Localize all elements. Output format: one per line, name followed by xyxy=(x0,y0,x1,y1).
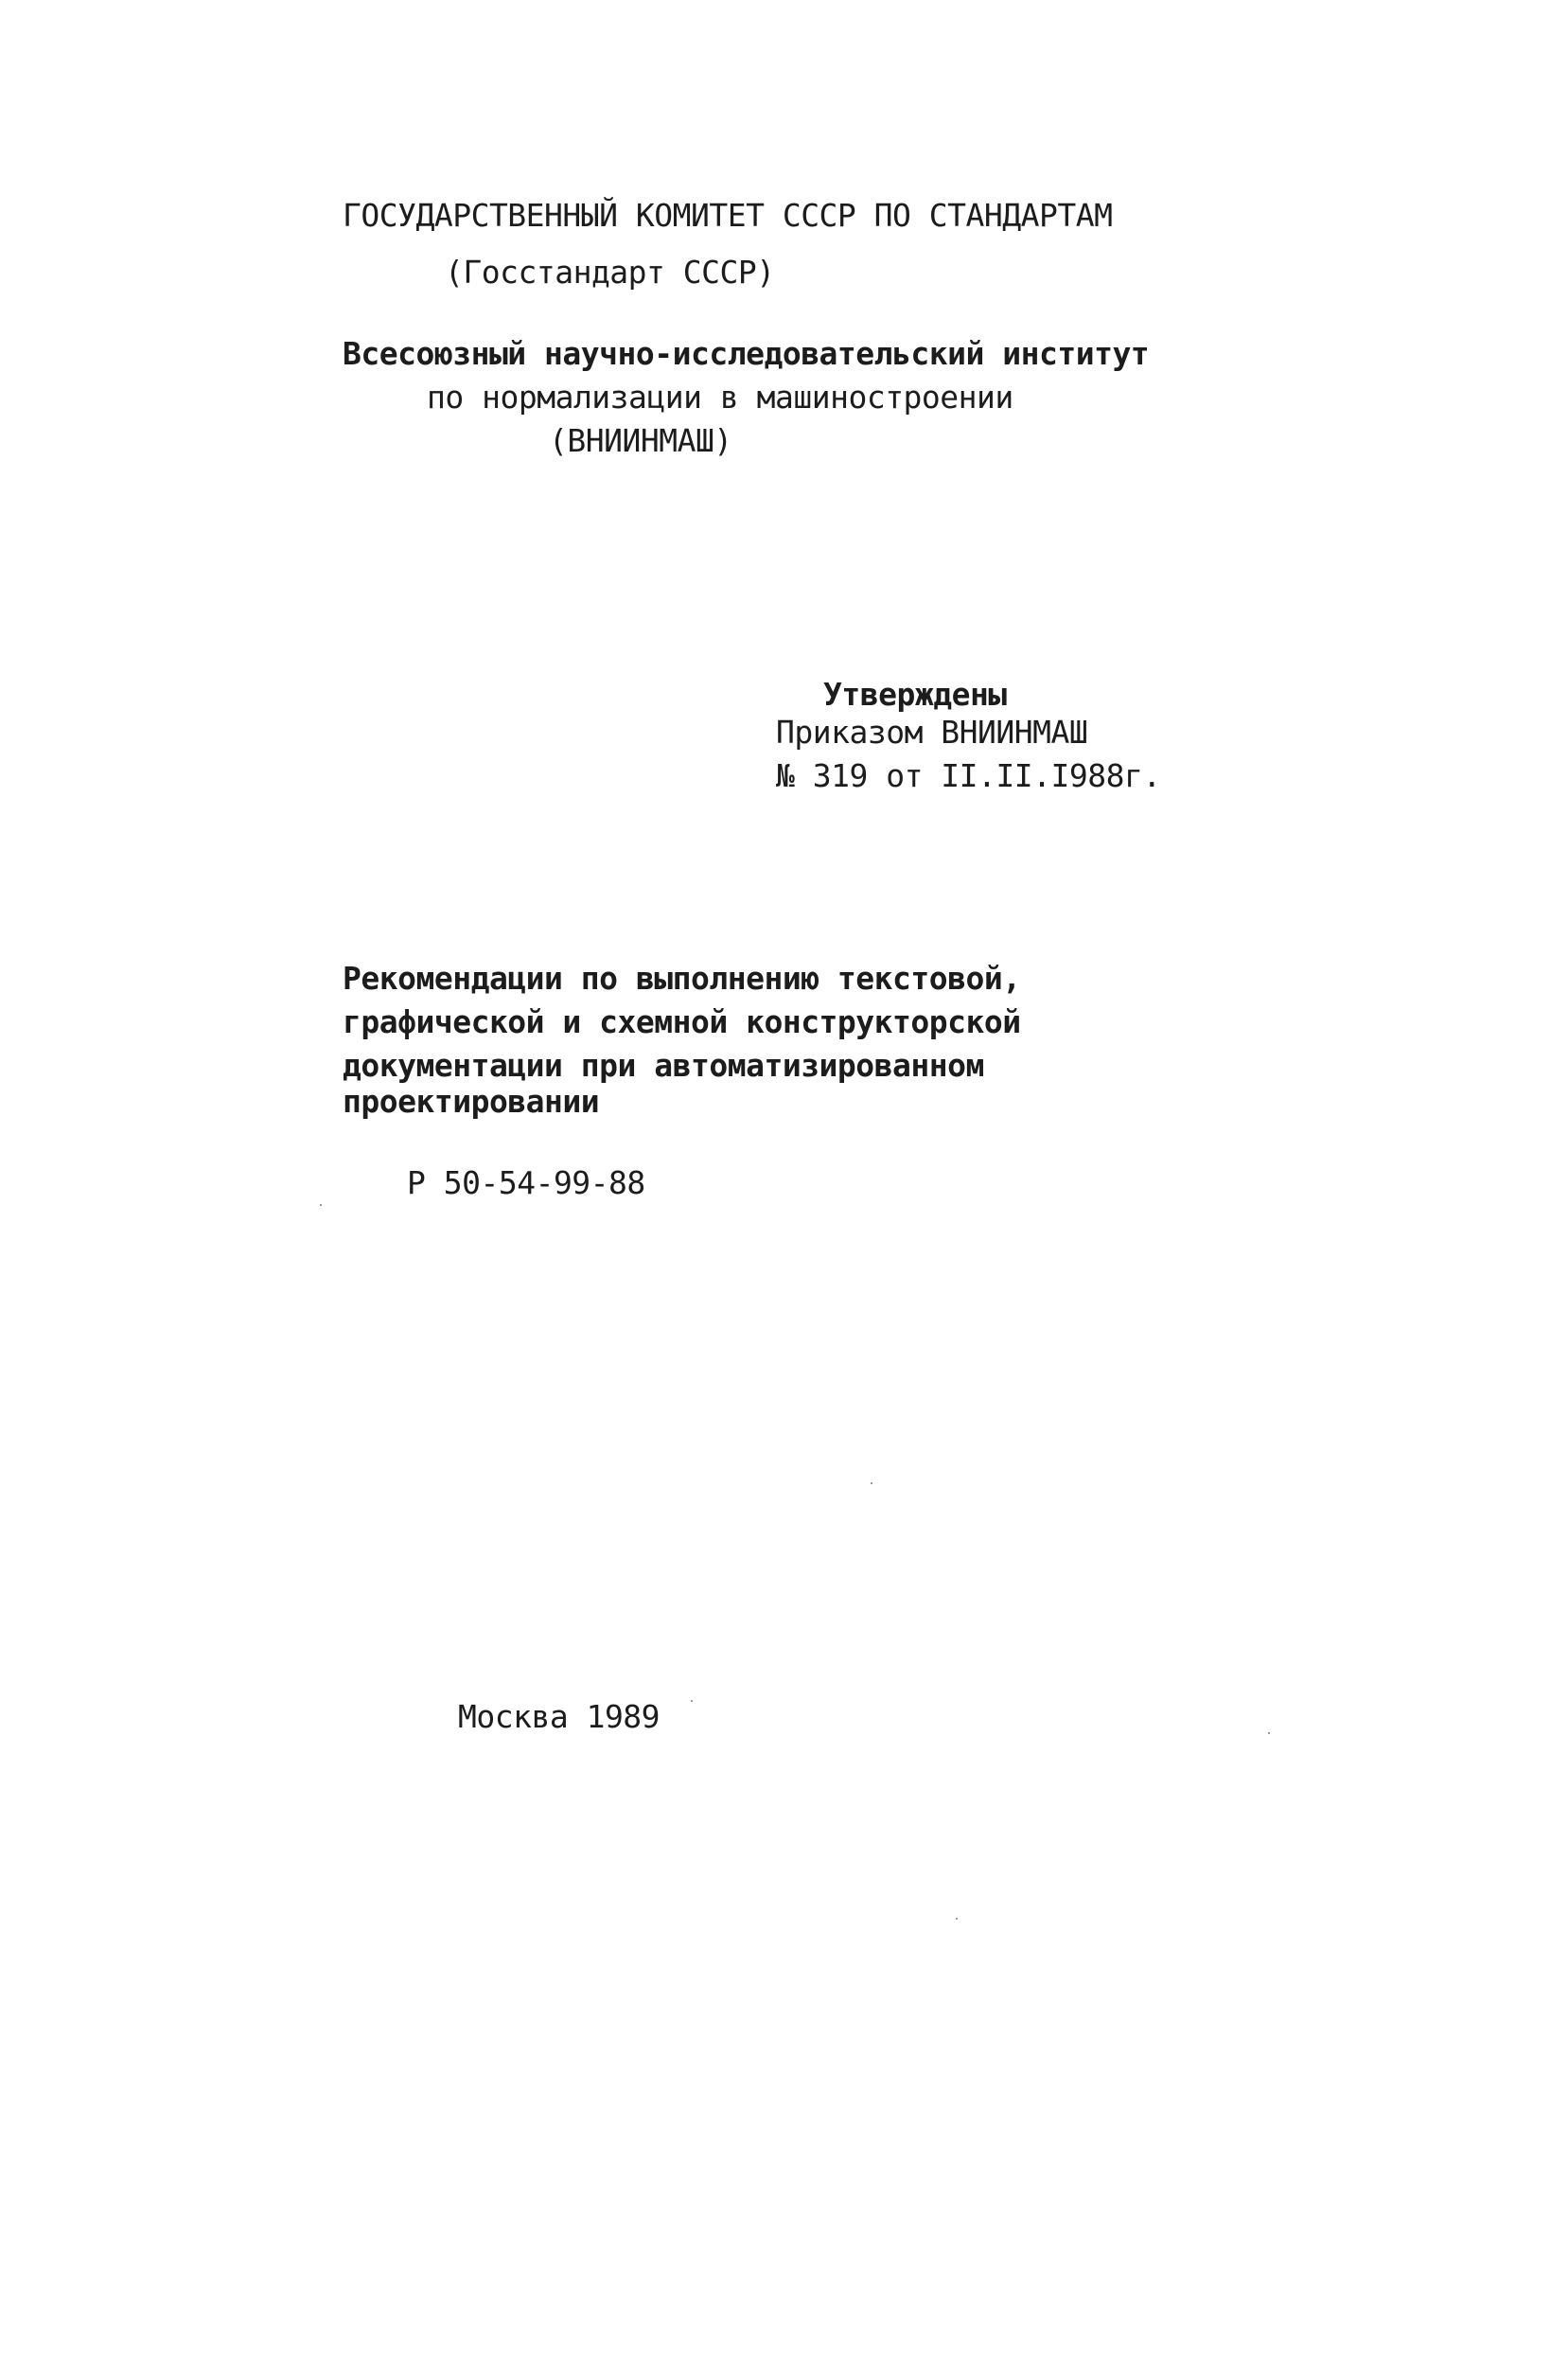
place-and-year: Москва 1989 xyxy=(458,1698,661,1735)
institute-name-line-2: по нормализации в машиностроении xyxy=(427,379,1013,416)
approval-line-2: Приказом ВНИИНМАШ xyxy=(776,714,1088,751)
institute-name-line-1: Всесоюзный научно-исследовательский институт xyxy=(343,335,1150,372)
scan-speck xyxy=(1268,1732,1270,1734)
scan-speck xyxy=(956,1918,958,1920)
scan-speck xyxy=(691,1700,693,1702)
committee-name: ГОСУДАРСТВЕННЫЙ КОМИТЕТ СССР ПО СТАНДАРТАМ xyxy=(343,197,1113,234)
document-title-line-2: графической и схемной конструкторской xyxy=(343,1003,1021,1040)
scan-speck xyxy=(871,1482,872,1484)
approval-line-3: № 319 от II.II.I988г. xyxy=(776,757,1161,794)
committee-short-name: (Госстандарт СССР) xyxy=(445,254,775,291)
document-title-line-3: документации при автоматизированном xyxy=(343,1047,984,1084)
institute-short-name: (ВНИИНМАШ) xyxy=(549,422,732,459)
scan-speck xyxy=(320,1204,322,1206)
document-title-line-1: Рекомендации по выполнению текстовой, xyxy=(343,960,1021,997)
document-code: Р 50-54-99-88 xyxy=(407,1164,645,1201)
document-title-line-4: проектировании xyxy=(343,1083,600,1120)
approval-line-1: Утверждены xyxy=(823,676,1007,713)
